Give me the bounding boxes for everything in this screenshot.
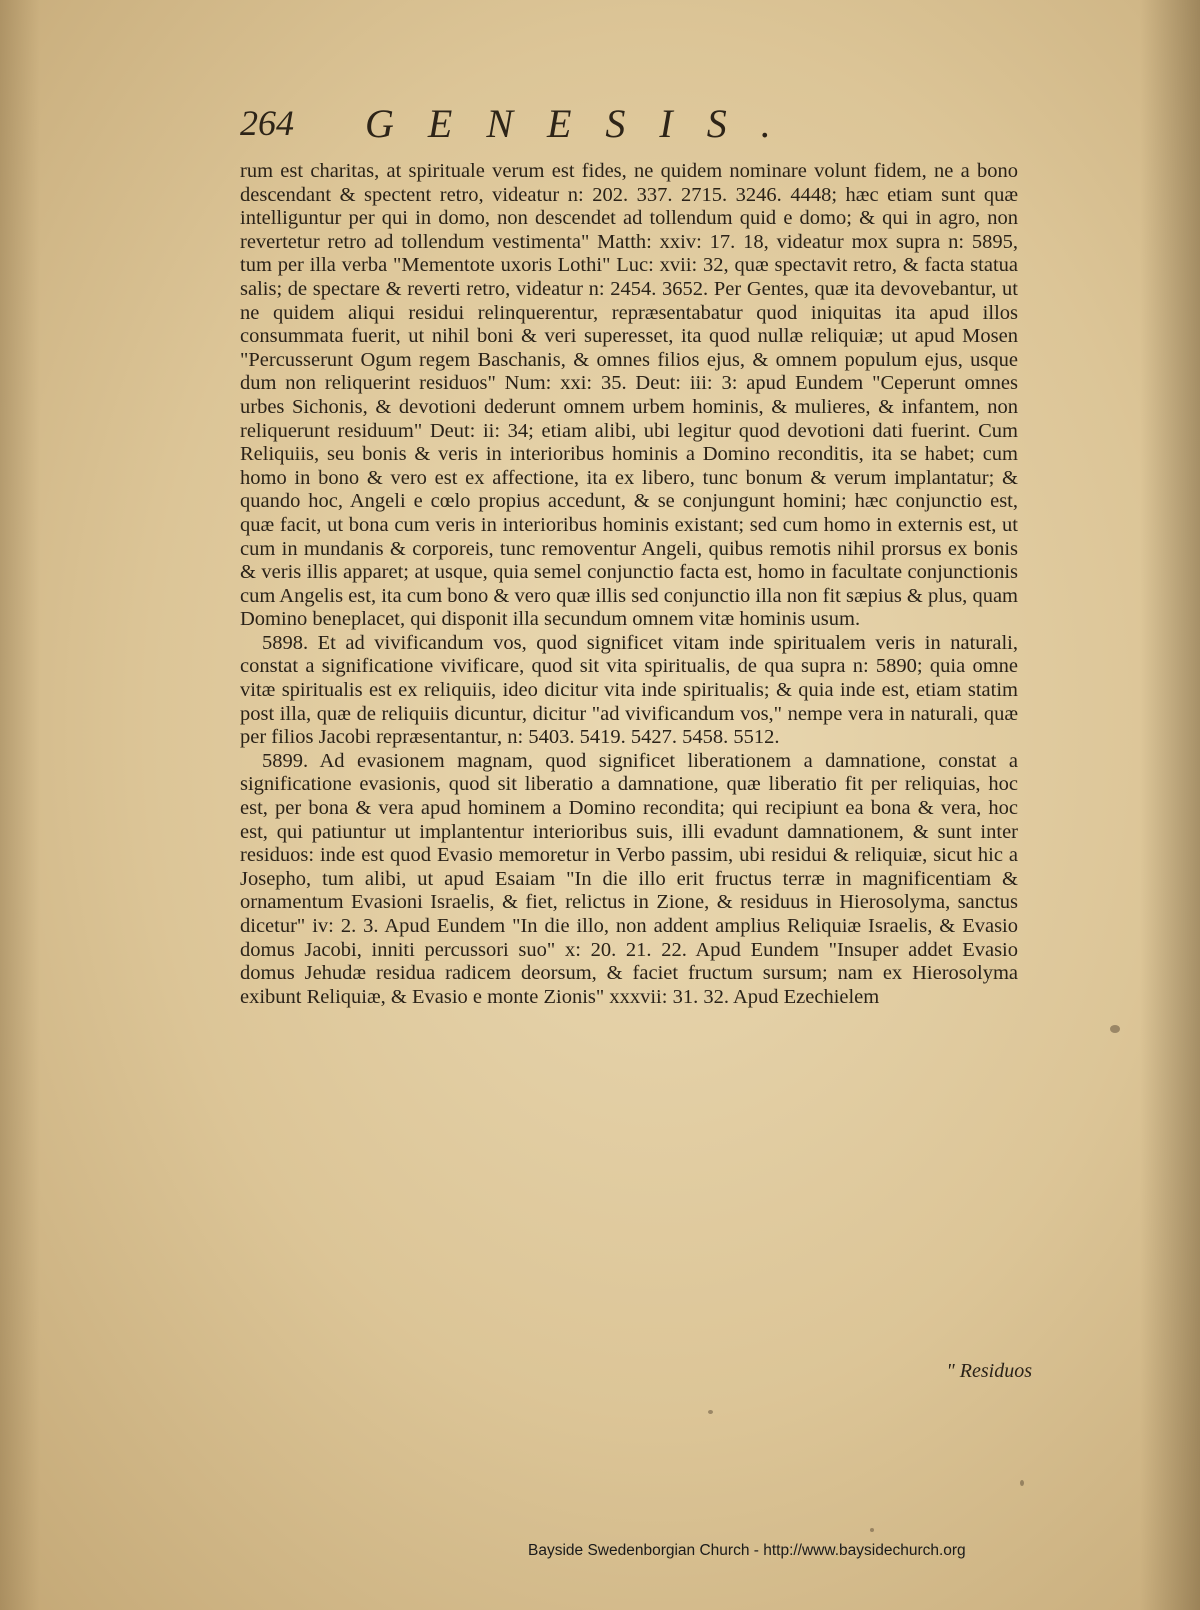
catchword: " Residuos — [946, 1360, 1032, 1382]
page-header — [240, 100, 900, 150]
ink-speck — [870, 1528, 874, 1532]
footer-credit: Bayside Swedenborgian Church - http://www.baysidechurch.org — [528, 1542, 966, 1559]
page-number: 264 — [240, 103, 294, 143]
ink-speck — [1110, 1025, 1120, 1033]
body-text — [240, 160, 1018, 1009]
ink-speck — [708, 1410, 713, 1414]
page-edge-shadow-right — [1140, 0, 1200, 1610]
paragraph-continued: rum est charitas, at spirituale verum est fides, ne quidem nominare volunt fidem, ne a bono descendant & spectent retro, videatur n: 202. 337. 2715. 3246. 4448; hæc etiam sunt quæ intelliguntur per qui in domo, non descendet ad tollendum quid e domo; & qui in agro, non revertetur retro ad tollendum vestimenta" Matth: xxiv: 17. 18, videatur mox supra n: 5895, tum per illa verba "Mementote uxoris Lothi" Luc: xvii: 32, quæ spectavit retro, & facta statua salis; de spectare & reverti retro, videatur n: 2454. 3652. Per Gentes, quæ ita devovebantur, ut ne quidem aliqui residui relinquerentur, repræsentabatur quod iniquitas ita apud illos consummata fuerit, ut nihil boni & veri superesset, ita quod nullæ reliquiæ; ut apud Mosen "Percusserunt Ogum regem Baschanis, & omnes filios ejus, & omnem populum ejus, usque dum non reliquerint residuos" Num: xxi: 35. Deut: iii: 3: apud Eundem "Ceperunt omnes urbes Sichonis, & devotioni dederunt omnem urbem hominis, & mulieres, & infantem, non reliquerunt residuum" Deut: ii: 34; etiam alibi, ubi legitur quod devotioni dati fuerint. Cum Reliquiis, seu bonis & veris in interioribus hominis a Domino reconditis, ita se habet; cum homo in bono & vero est ex affectione, ita ex libero, tunc bonum & verum implantatur; & quando hoc, Angeli e cœlo propius accedunt, & se conjungunt homini; hæc conjunctio est, quæ facit, ut bona cum veris in interioribus hominis existant; sed cum homo in externis est, ut cum in mundanis & corporeis, tunc removentur Angeli, quibus remotis nihil prorsus ex bonis & veris illis apparet; at usque, quia semel conjunctio facta est, homo in facultate conjunctionis cum Angelis est, ita cum bono & vero quæ illis sed conjunctio illa non fit sæpius & plus, quam Domino beneplacet, qui disponit illa secundum omnem vitæ hominis usum. — [240, 160, 1018, 631]
running-title: GENESIS. — [365, 101, 805, 146]
paragraph-5899: 5899. Ad evasionem magnam, quod significet liberationem a damnatione, constat a significatione evasionis, quod sit liberatio a damnatione, quæ liberatio fit per reliquias, hoc est, per bona & vera apud hominem a Domino recondita; qui recipiunt ea bona & vera, hoc est, qui patiuntur ut implantentur interioribus suis, illi evadunt damnationem, & sunt inter residuos: inde est quod Evasio memoretur in Verbo passim, ubi residui & reliquiæ, sicut hic a Josepho, tum alibi, ut apud Esaiam "In die illo erit fructus terræ in magnificentiam & ornamentum Evasioni Israelis, & fiet, relictus in Zione, & residuus in Hierosolyma, sanctus dicetur" iv: 2. 3. Apud Eundem "In die illo, non addent amplius Reliquiæ Israelis, & Evasio domus Jacobi, inniti percussori suo" x: 20. 21. 22. Apud Eundem "Insuper addet Evasio domus Jehudæ residua radicem deorsum, & faciet fructum sursum; nam ex Hierosolyma exibunt Reliquiæ, & Evasio e monte Zionis" xxxvii: 31. 32. Apud Ezechielem — [240, 749, 1018, 1008]
ink-speck — [1020, 1480, 1024, 1486]
page-edge-shadow-left — [0, 0, 40, 1610]
paragraph-5898: 5898. Et ad vivificandum vos, quod significet vitam inde spiritualem veris in naturali, constat a significatione vivificare, quod sit vita spiritualis, de qua supra n: 5890; quia omne vitæ spiritualis est ex reliquiis, ideo dicitur vita inde spiritualis; & quia inde est, etiam statim post illa, quæ de reliquiis dicuntur, dicitur "ad vivificandum vos," nempe vera in naturali, quæ per filios Jacobi repræsentantur, n: 5403. 5419. 5427. 5458. 5512. — [240, 631, 1018, 749]
